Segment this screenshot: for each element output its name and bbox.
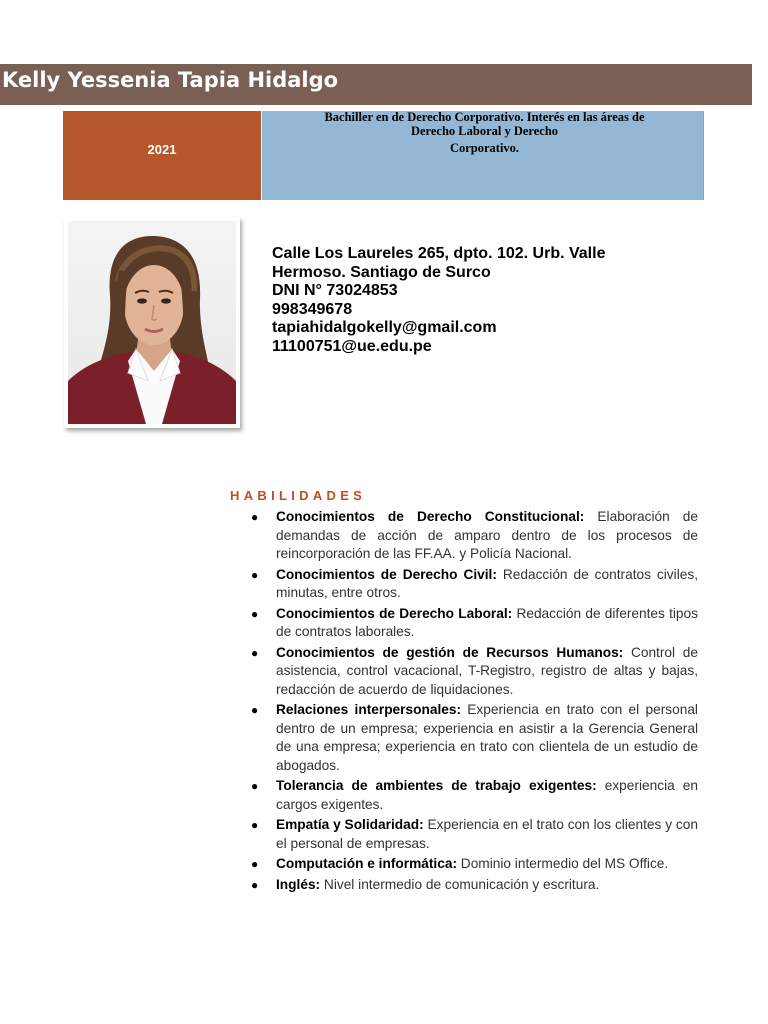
skill-title: Conocimientos de Derecho Civil: <box>276 566 497 582</box>
skill-title: Inglés: <box>276 876 321 892</box>
bullet-icon: ● <box>251 818 259 832</box>
phone-number: 998349678 <box>272 300 353 318</box>
skill-description: Dominio intermedio del MS Office. <box>457 856 669 871</box>
skill-item <box>230 644 698 700</box>
skill-description: Experiencia en el trato con los clientes y con el personal de empresas. <box>276 817 698 851</box>
bullet-icon: ● <box>251 567 259 582</box>
skill-description: experiencia en cargos exigentes. <box>276 778 698 812</box>
skill-description: Experiencia en trato con el personal dentro de un empresa; experiencia en asistir a la Gerencia General de una empresa; experiencia en trato con clientela de un estudio de abogados. <box>276 702 698 773</box>
skills-list <box>230 508 698 896</box>
bullet-icon: ● <box>251 857 259 871</box>
skills-heading: HABILIDADES <box>230 488 367 503</box>
bullet-icon: ● <box>251 779 259 793</box>
skill-item <box>230 566 698 603</box>
skill-title: Conocimientos de gestión de Recursos Humanos: <box>276 644 624 660</box>
skill-item <box>230 605 698 642</box>
skill-item <box>230 777 698 814</box>
skill-item <box>230 855 698 874</box>
year-label: 2021 <box>147 142 177 157</box>
skill-description: Redacción de diferentes tipos de contratos laborales. <box>276 605 698 639</box>
profile-summary <box>280 111 689 156</box>
bullet-icon: ● <box>251 703 259 717</box>
summary-line-1: Bachiller en de Derecho Corporativo. Interés en las áreas de <box>324 110 645 124</box>
skill-title: Empatía y Solidaridad: <box>276 817 424 832</box>
skill-description: Nivel intermedio de comunicación y escritura. <box>320 876 600 892</box>
skill-item <box>230 816 698 853</box>
bullet-icon: ● <box>251 877 259 892</box>
skill-description: Elaboración de demandas de acción de amparo dentro de los procesos de reincorporación de las FF.AA. y Policía Nacional. <box>276 509 698 561</box>
email-personal: tapiahidalgokelly@gmail.com <box>272 319 497 336</box>
bullet-icon: ● <box>251 606 259 621</box>
address-line-1: Calle Los Laureles 265, dpto. 102. Urb. Valle <box>272 245 606 262</box>
skill-item <box>230 876 698 895</box>
name-header-bar <box>0 64 752 105</box>
profile-photo <box>64 217 240 428</box>
skill-title: Conocimientos de Derecho Laboral: <box>276 605 513 621</box>
skill-description: Redacción de contratos civiles, minutas, entre otros. <box>276 566 698 600</box>
skill-description: Control de asistencia, control vacacional, T-Registro, registro de altas y bajas, redacción de acuerdo de liquidaciones. <box>276 644 698 697</box>
summary-line-2: Derecho Laboral y Derecho <box>410 123 559 138</box>
skill-title: Tolerancia de ambientes de trabajo exigentes: <box>276 778 597 793</box>
contact-info <box>272 245 692 356</box>
dni-number: DNI N° 73024853 <box>272 282 398 299</box>
address-line-2: Hermoso. Santiago de Surco <box>272 263 491 281</box>
bullet-icon: ● <box>251 510 259 524</box>
portrait-image <box>68 221 236 424</box>
bullet-icon: ● <box>251 645 259 660</box>
skill-item <box>230 701 698 775</box>
skill-title: Conocimientos de Derecho Constitucional: <box>276 509 585 524</box>
skill-title: Relaciones interpersonales: <box>276 702 462 717</box>
skill-item <box>230 508 698 564</box>
skill-title: Computación e informática: <box>276 856 457 871</box>
candidate-name: Kelly Yessenia Tapia Hidalgo <box>2 68 339 92</box>
email-institutional: 11100751@ue.edu.pe <box>272 337 432 355</box>
summary-line-3: Corporativo. <box>449 141 520 155</box>
year-box <box>63 111 261 200</box>
profile-summary-box <box>262 111 704 200</box>
